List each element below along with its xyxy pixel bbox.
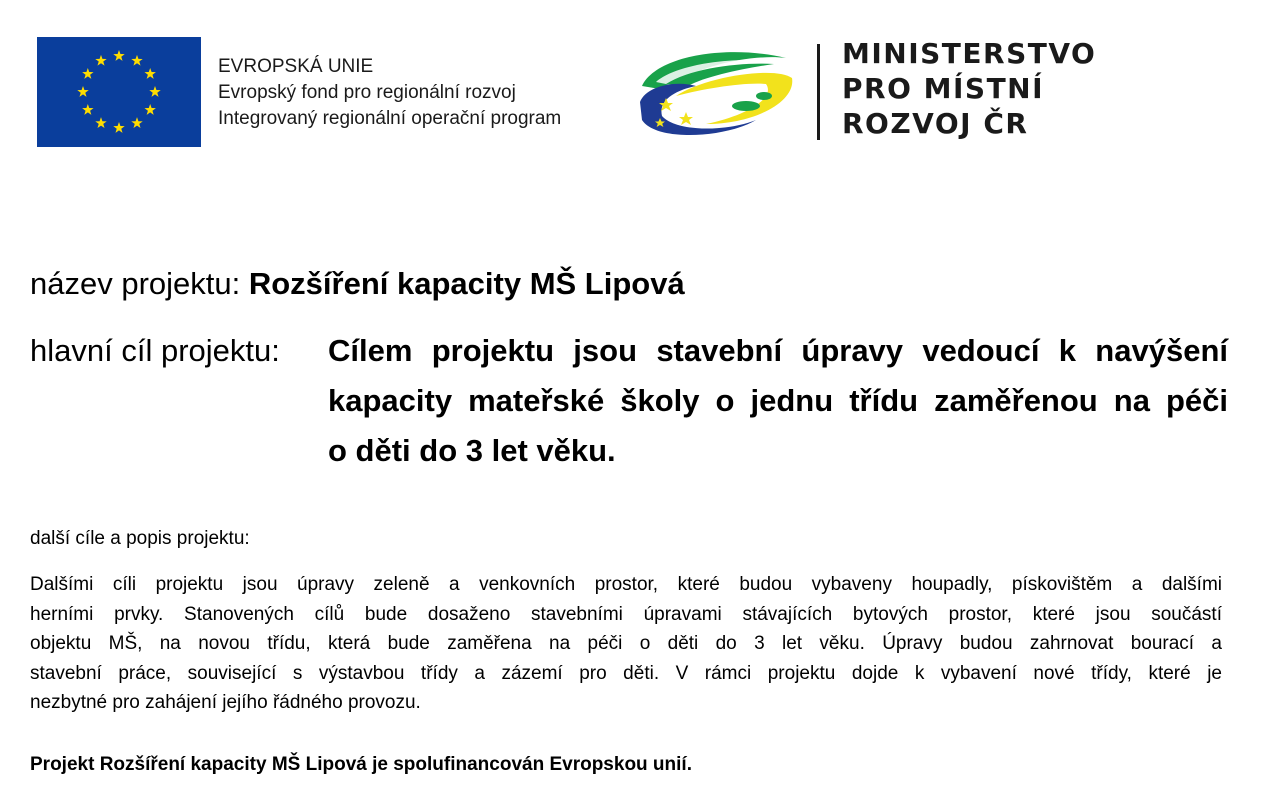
eu-caption <box>218 54 561 132</box>
eu-caption-line-1: EVROPSKÁ UNIE <box>218 56 374 77</box>
project-goal-label: hlavní cíl projektu: <box>30 333 280 368</box>
description-line-4: stavební práce, související s výstavbou třídy a zázemí pro děti. V rámci projektu dojde k vybavení nové třídy, které je <box>30 662 1222 684</box>
eu-flag-stars <box>37 37 201 147</box>
eu-caption-line-2: Evropský fond pro regionální rozvoj <box>218 82 516 103</box>
eu-star <box>95 117 106 128</box>
description-line-5: nezbytné pro zahájení jejího řádného provozu. <box>30 692 421 713</box>
eu-star <box>82 104 93 115</box>
mmr-logo-icon <box>636 46 796 138</box>
description-line-2: herními prvky. Stanovených cílů bude dosaženo stavebními úpravami stávajících bytových prostor, které jsou součástí <box>30 603 1222 625</box>
eu-star <box>95 55 106 66</box>
project-goal-line-2: kapacity mateřské školy o jednu třídu zaměřenou na péči <box>328 383 1228 418</box>
eu-star <box>77 86 88 97</box>
ministry-name-line-2: PRO MÍSTNÍ <box>842 72 1045 105</box>
project-name-row <box>30 262 685 306</box>
eu-flag-icon <box>37 37 201 147</box>
ministry-name <box>842 36 1096 141</box>
funding-statement: Projekt Rozšíření kapacity MŠ Lipová je spolufinancován Evropskou unií. <box>30 754 692 775</box>
logo-divider <box>817 44 820 140</box>
project-goal-value <box>328 326 1228 476</box>
other-goals-label: další cíle a popis projektu: <box>30 528 250 549</box>
eu-caption-line-3: Integrovaný regionální operační program <box>218 108 562 129</box>
project-goal-line-3: o děti do 3 let věku. <box>328 433 616 468</box>
eu-star <box>131 55 142 66</box>
description-line-3: objektu MŠ, na novou třídu, která bude zaměřena na péči o děti do 3 let věku. Úpravy budou zahrnovat bourací a <box>30 633 1222 654</box>
description-line-1: Dalšími cíli projektu jsou úpravy zeleně a venkovních prostor, které budou vybaveny houpadly, pískovištěm a dalšími <box>30 574 1222 595</box>
ministry-name-line-1: MINISTERSTVO <box>842 37 1097 70</box>
project-description <box>30 570 1222 718</box>
eu-star <box>149 86 160 97</box>
eu-star <box>113 122 124 133</box>
eu-star <box>144 104 155 115</box>
eu-star <box>113 50 124 61</box>
project-name-value: Rozšíření kapacity MŠ Lipová <box>248 266 685 301</box>
project-goal-line-1: Cílem projektu jsou stavební úpravy vedoucí k navýšení <box>328 333 1228 368</box>
ministry-name-line-3: ROZVOJ ČR <box>842 107 1029 140</box>
eu-star <box>82 68 93 79</box>
eu-star <box>144 68 155 79</box>
project-name-label: název projektu: <box>30 266 249 301</box>
eu-star <box>131 117 142 128</box>
